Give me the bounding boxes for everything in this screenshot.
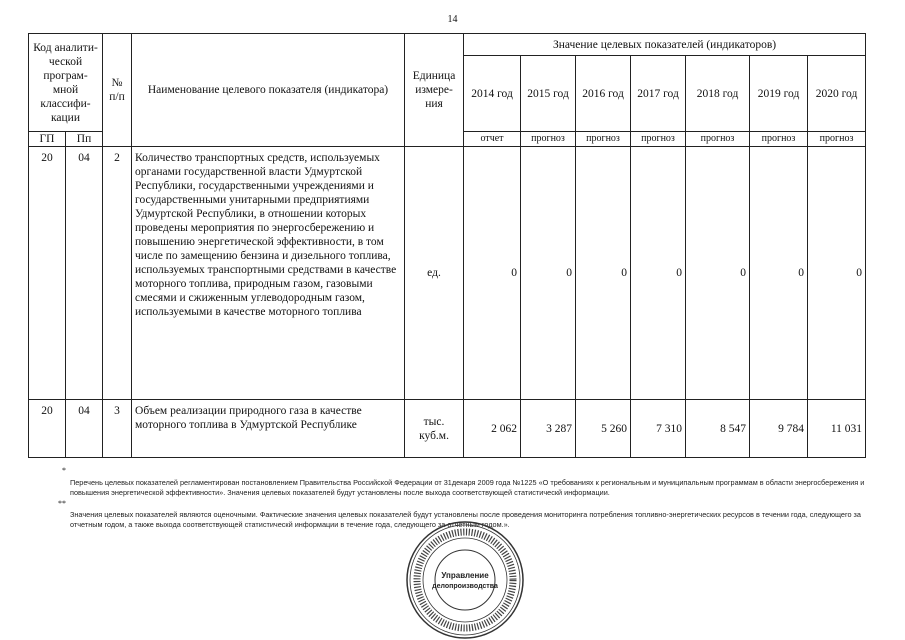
footnote-mark-1: * — [62, 466, 66, 475]
year-2020: 2020 год — [808, 56, 866, 132]
indicators-table — [28, 33, 866, 458]
footnote-2: Значения целевых показателей являются оценочными. Фактические значения целевых показателей будут установлены после проведения мониторинга потребления топливно-энергетических ресурсов в течении года, следующего за отчетным годом, а также выхода соответствующей статистическй информации в течение года, следующего за отчетным годом.». — [70, 510, 861, 529]
row-value-2019: 0 — [750, 147, 808, 400]
official-seal — [405, 520, 525, 640]
row-value-2020: 11 031 — [808, 400, 866, 458]
seal-line-2: делопроизводства — [432, 583, 498, 590]
footnote-mark-2: ** — [58, 499, 66, 508]
seal-line-1: Управление — [441, 571, 489, 580]
row-value-2018: 0 — [686, 147, 750, 400]
status-2014: отчет — [464, 132, 521, 147]
year-2016: 2016 год — [576, 56, 631, 132]
header-name: Наименование целевого показателя (индикатора) — [132, 34, 405, 147]
page-number: 14 — [447, 14, 458, 25]
status-2016: прогноз — [576, 132, 631, 147]
year-2019: 2019 год — [750, 56, 808, 132]
header-code: Код аналити-ческой програм-мной классифи-кации — [29, 34, 103, 132]
row-value-2019: 9 784 — [750, 400, 808, 458]
row-value-2014: 2 062 — [464, 400, 521, 458]
row-num: 3 — [103, 400, 132, 458]
row-value-2018: 8 547 — [686, 400, 750, 458]
row-gp: 20 — [29, 147, 66, 400]
status-2015: прогноз — [521, 132, 576, 147]
row-name: Объем реализации природного газа в качестве моторного топлива в Удмуртской Республике — [132, 400, 405, 458]
status-2017: прогноз — [631, 132, 686, 147]
row-value-2017: 0 — [631, 147, 686, 400]
header-num: № п/п — [103, 34, 132, 147]
row-num: 2 — [103, 147, 132, 400]
row-value-2015: 3 287 — [521, 400, 576, 458]
footnote-1: Перечень целевых показателей регламентирован постановлением Правительства Российской Федерации от 31декаря 2009 года №1225 «О требованиях к региональным и муниципальным программам в области энергосбережения и повышения энергетической эффективности». Значения целевых показателей будут установлены после выхода соответствующей статистическй информации. — [70, 478, 865, 497]
table-row — [29, 400, 866, 458]
row-value-2015: 0 — [521, 147, 576, 400]
row-pp: 04 — [66, 400, 103, 458]
year-2017: 2017 год — [631, 56, 686, 132]
row-gp: 20 — [29, 400, 66, 458]
year-2018: 2018 год — [686, 56, 750, 132]
row-pp: 04 — [66, 147, 103, 400]
header-pp: Пп — [66, 132, 103, 147]
year-2014: 2014 год — [464, 56, 521, 132]
status-2019: прогноз — [750, 132, 808, 147]
status-2018: прогноз — [686, 132, 750, 147]
header-values: Значение целевых показателей (индикаторов) — [464, 34, 866, 56]
row-unit: тыс. куб.м. — [405, 400, 464, 458]
row-value-2020: 0 — [808, 147, 866, 400]
header-gp: ГП — [29, 132, 66, 147]
row-value-2017: 7 310 — [631, 400, 686, 458]
status-2020: прогноз — [808, 132, 866, 147]
header-unit: Единица измере-ния — [405, 34, 464, 147]
row-unit: ед. — [405, 147, 464, 400]
row-value-2016: 0 — [576, 147, 631, 400]
row-value-2016: 5 260 — [576, 400, 631, 458]
row-name: Количество транспортных средств, используемых органами государственной власти Удмуртской Республики, государственными учреждениями и государственными унитарными предприятиями Удмуртской Республики, в отношении которых проведены мероприятия по энергосбережению и повышению энергетической эффективности, в том числе по замещению бензина и дизельного топлива, используемых транспортными средствами в качестве моторного топлива, природным газом, газовыми смесями и сжиженным углеводородным газом, используемыми в качестве моторного топлива — [132, 147, 405, 400]
year-2015: 2015 год — [521, 56, 576, 132]
table-row — [29, 147, 866, 400]
row-value-2014: 0 — [464, 147, 521, 400]
